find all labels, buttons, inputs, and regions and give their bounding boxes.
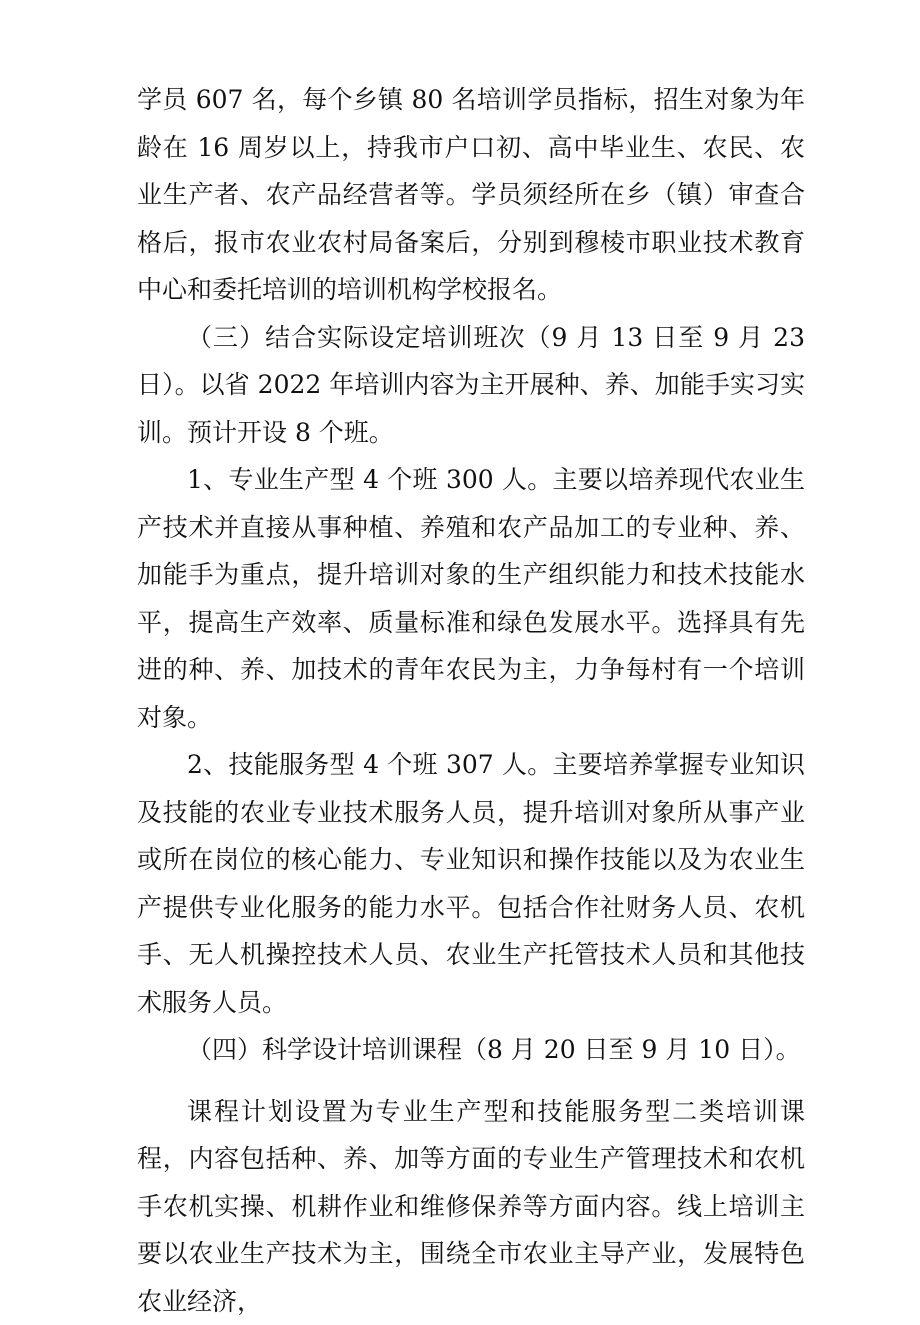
- paragraph-course-plan: 课程计划设置为专业生产型和技能服务型二类培训课程，内容包括种、养、加等方面的专业生产管理技术和农机手农机实操、机耕作业和维修保养等方面内容。线上培训主要以农业生产技术为主，围绕全市农业主导产业，发展特色农业经济，: [137, 1088, 805, 1325]
- paragraph-production-type: 1、专业生产型 4 个班 300 人。主要以培养现代农业生产技术并直接从事种植、养殖和农产品加工的专业种、养、加能手为重点，提升培训对象的生产组织能力和技术技能水平，提高生产效率、质量标准和绿色发展水平。选择具有先进的种、养、加技术的青年农民为主，力争每村有一个培训对象。: [137, 456, 805, 741]
- paragraph-section-four: （四）科学设计培训课程（8 月 20 日至 9 月 10 日）。: [137, 1026, 805, 1074]
- paragraph-service-type: 2、技能服务型 4 个班 307 人。主要培养掌握专业知识及技能的农业专业技术服务人员，提升培训对象所从事产业或所在岗位的核心能力、专业知识和操作技能以及为农业生产提供专业化服务的能力水平。包括合作社财务人员、农机手、无人机操控技术人员、农业生产托管技术人员和其他技术服务人员。: [137, 741, 805, 1026]
- paragraph-section-three: （三）结合实际设定培训班次（9 月 13 日至 9 月 23 日）。以省 2022 年培训内容为主开展种、养、加能手实习实训。预计开设 8 个班。: [137, 314, 805, 457]
- paragraph-enrollment: 学员 607 名，每个乡镇 80 名培训学员指标，招生对象为年龄在 16 周岁以上，持我市户口初、高中毕业生、农民、农业生产者、农产品经营者等。学员须经所在乡（镇）审查合格后，报市农业农村局备案后，分别到穆棱市职业技术教育中心和委托培训的培训机构学校报名。: [137, 76, 805, 314]
- document-body: [137, 76, 805, 1325]
